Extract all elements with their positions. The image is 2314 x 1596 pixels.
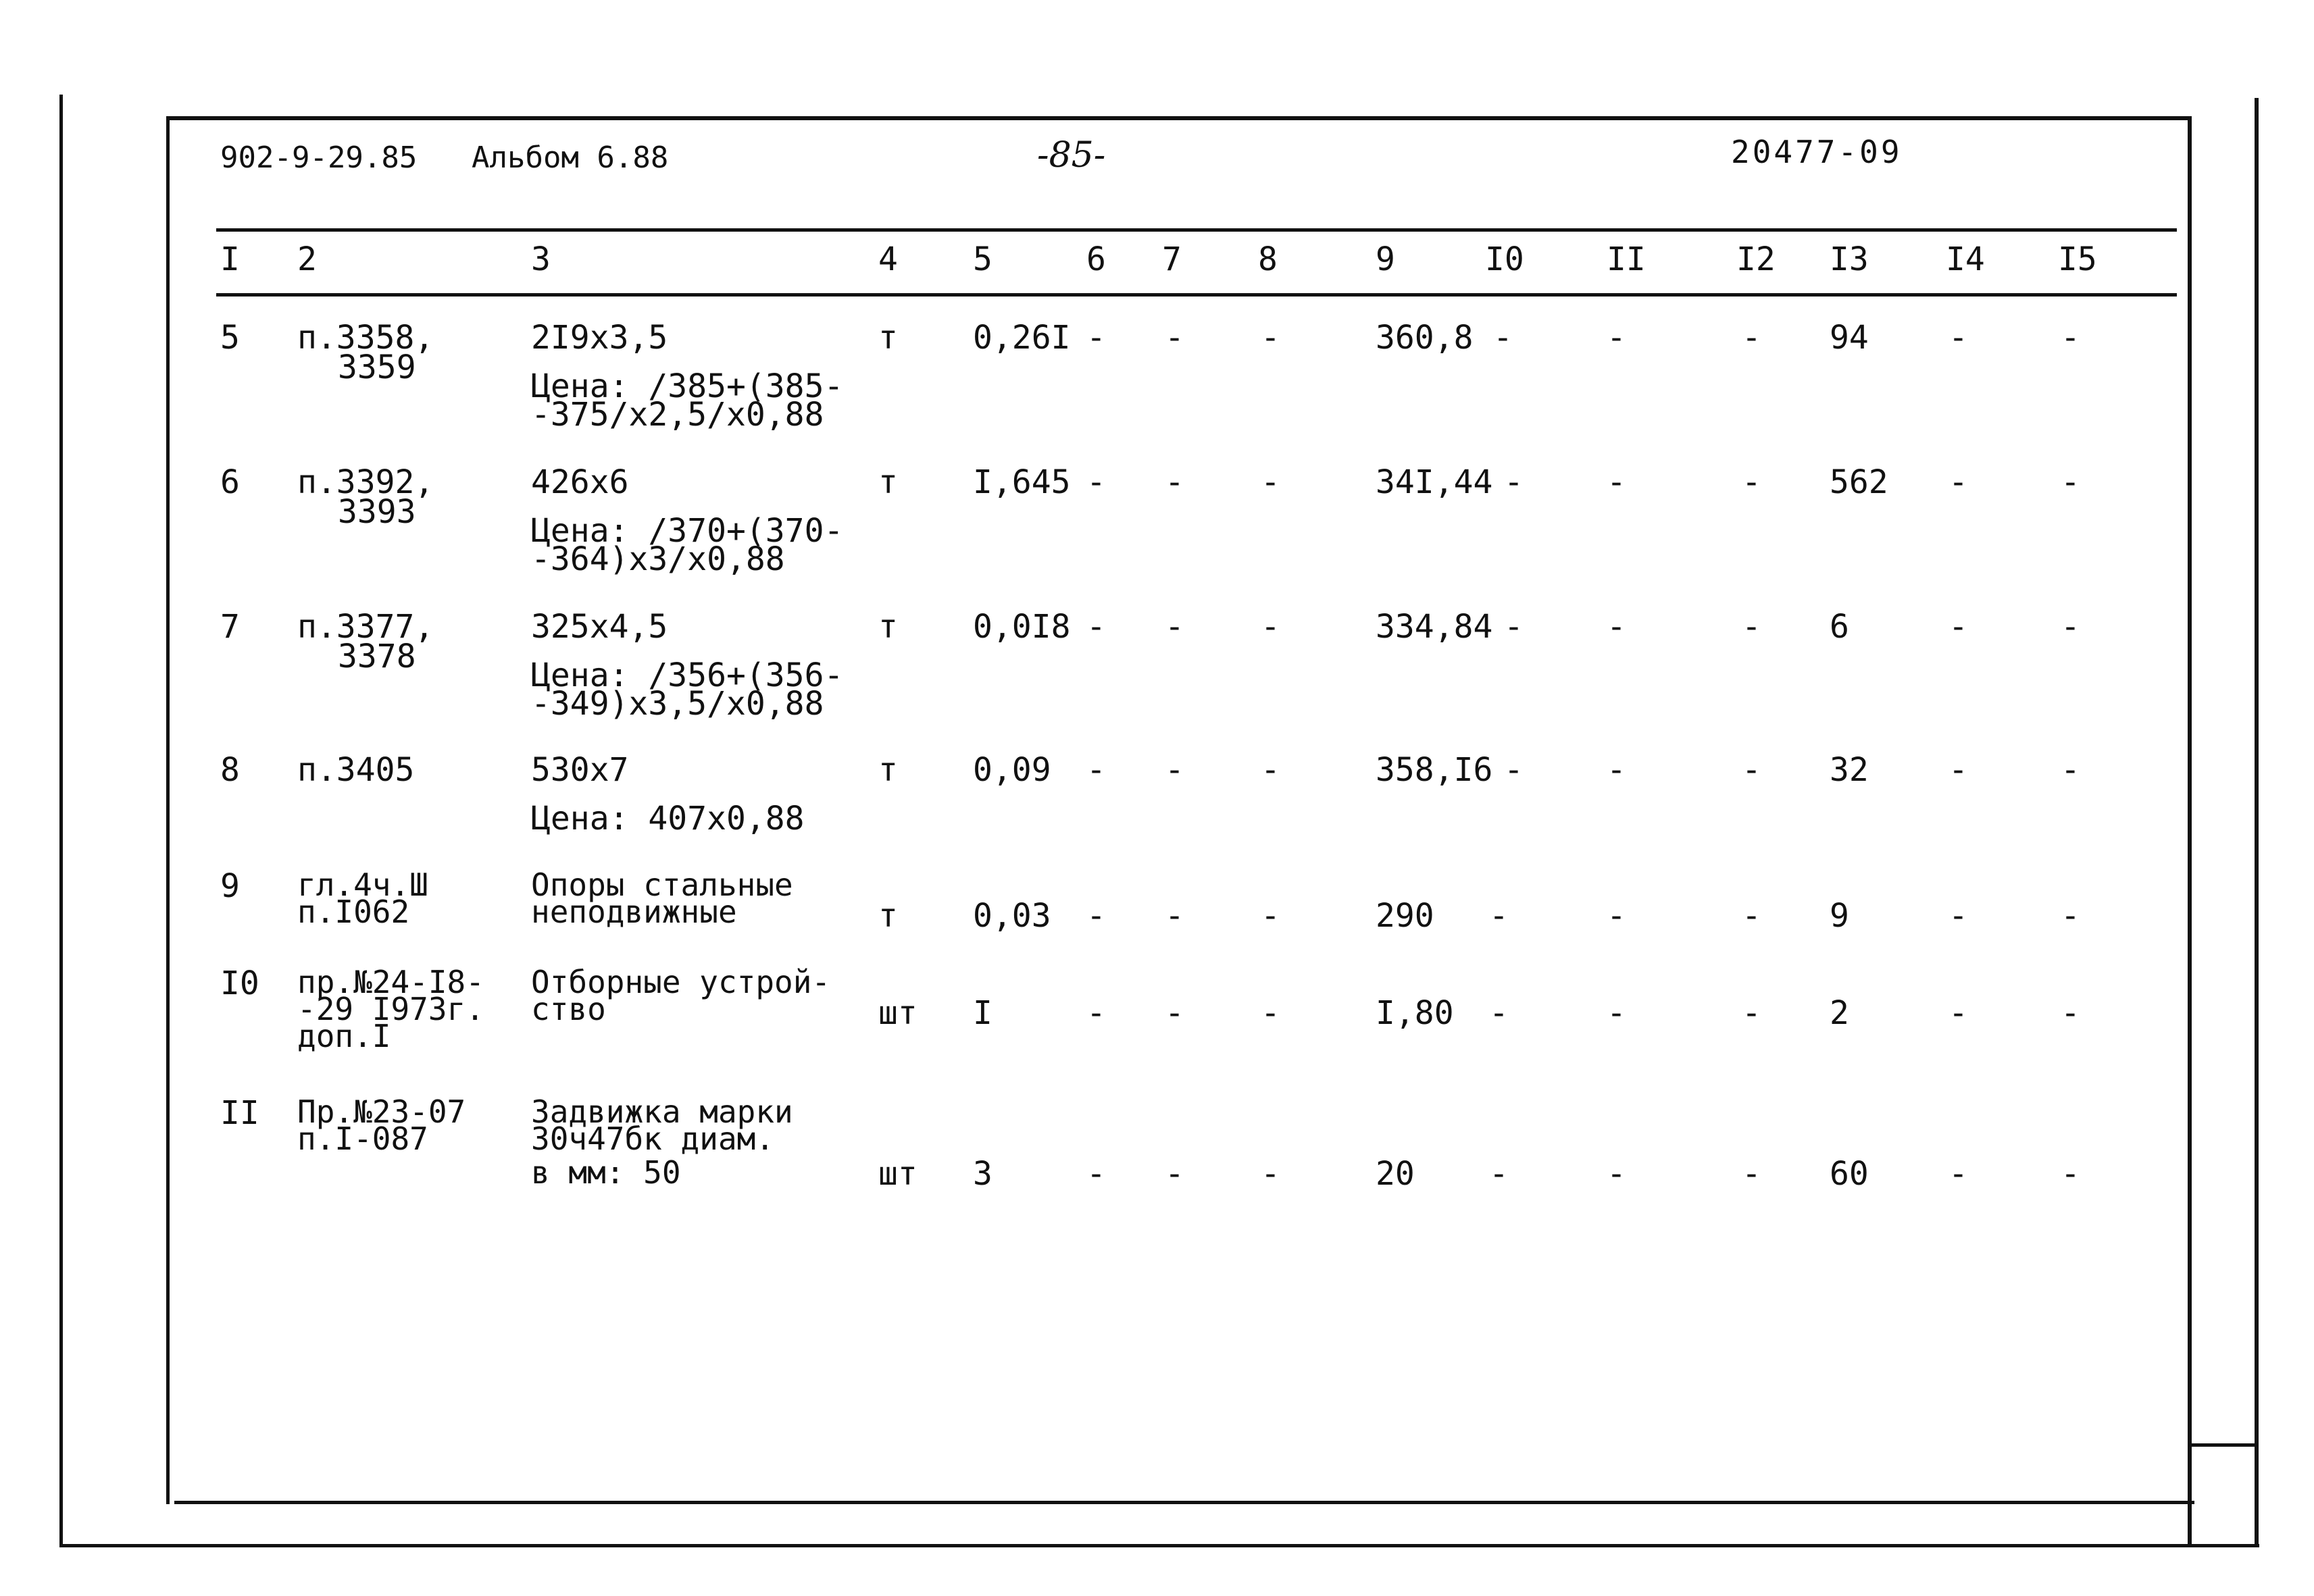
quantity: I,645 xyxy=(973,463,1071,501)
row-reference: доп.I xyxy=(297,1018,391,1054)
cell-col6: - xyxy=(1086,319,1106,357)
cell-col14: - xyxy=(1948,319,1968,357)
cell-col15: - xyxy=(2061,463,2080,501)
unit: т xyxy=(878,463,898,501)
row-reference: 3378 xyxy=(338,638,416,675)
cell-col10: - xyxy=(1489,1155,1509,1193)
cell-col7: - xyxy=(1165,897,1184,935)
price-formula: -349)x3,5/x0,88 xyxy=(531,685,824,723)
cell-col8: - xyxy=(1261,994,1280,1032)
column-number: 6 xyxy=(1086,240,1106,278)
inner-bottom-border xyxy=(174,1501,2194,1504)
doc-number: 902-9-29.85 xyxy=(220,140,418,175)
cell-col11: - xyxy=(1607,994,1626,1032)
row-number: 7 xyxy=(220,608,240,646)
cell-col15: - xyxy=(2061,994,2080,1032)
cell-col12: - xyxy=(1742,897,1761,935)
item-name: 530x7 xyxy=(531,751,629,789)
cell-col9: 34I,44 xyxy=(1376,463,1493,501)
column-number: I3 xyxy=(1830,240,1869,278)
price-formula: Цена: /385+(385- xyxy=(531,367,844,405)
price-formula: -375/x2,5/x0,88 xyxy=(531,396,824,434)
cell-col6: - xyxy=(1086,994,1106,1032)
row-number: I0 xyxy=(220,964,259,1002)
row-reference: 3359 xyxy=(338,349,416,386)
column-number: I4 xyxy=(1946,240,1985,278)
quantity: 0,26I xyxy=(973,319,1071,357)
cell-col7: - xyxy=(1165,608,1184,646)
inner-left-border xyxy=(166,116,170,1504)
row-reference: п.I062 xyxy=(297,894,410,930)
item-name: Задвижка марки xyxy=(531,1093,793,1130)
cell-col13: 2 xyxy=(1830,994,1849,1032)
cell-col6: - xyxy=(1086,608,1106,646)
quantity: 0,09 xyxy=(973,751,1051,789)
item-name: 30ч47бк диам. xyxy=(531,1121,775,1157)
price-formula: Цена: /370+(370- xyxy=(531,512,844,550)
cell-col12: - xyxy=(1742,608,1761,646)
cell-col7: - xyxy=(1165,751,1184,789)
page-number: -85- xyxy=(1037,135,1106,176)
cell-col7: - xyxy=(1165,463,1184,501)
cell-col6: - xyxy=(1086,1155,1106,1193)
cell-col9: 358,I6 xyxy=(1376,751,1493,789)
cell-col8: - xyxy=(1261,608,1280,646)
cell-col10: - xyxy=(1489,897,1509,935)
cell-col8: - xyxy=(1261,463,1280,501)
column-number: I5 xyxy=(2058,240,2097,278)
row-reference: п.3377, xyxy=(297,608,434,646)
cell-col9: 334,84 xyxy=(1376,608,1493,646)
outer-right-border xyxy=(2255,98,2259,1547)
item-name: в мм: 50 xyxy=(531,1154,681,1191)
cell-col7: - xyxy=(1165,1155,1184,1193)
quantity: 0,0I8 xyxy=(973,608,1071,646)
document-code: 20477-09 xyxy=(1731,134,1903,170)
inner-top-border xyxy=(166,116,2191,120)
cell-col10: - xyxy=(1504,463,1524,501)
album-label: Альбом 6.88 xyxy=(472,140,669,175)
quantity: 0,03 xyxy=(973,897,1051,935)
item-name: 2I9x3,5 xyxy=(531,319,668,357)
cell-col6: - xyxy=(1086,751,1106,789)
cell-col15: - xyxy=(2061,319,2080,357)
cell-col11: - xyxy=(1607,751,1626,789)
cell-col6: - xyxy=(1086,463,1106,501)
item-name: ство xyxy=(531,991,606,1027)
cell-col12: - xyxy=(1742,319,1761,357)
row-number: 9 xyxy=(220,867,240,905)
quantity: 3 xyxy=(973,1155,992,1193)
cell-col9: I,80 xyxy=(1376,994,1454,1032)
cell-col11: - xyxy=(1607,1155,1626,1193)
row-reference: Пр.№23-07 xyxy=(297,1093,466,1130)
cell-col12: - xyxy=(1742,1155,1761,1193)
item-name: 426x6 xyxy=(531,463,629,501)
column-number: 9 xyxy=(1376,240,1395,278)
item-name: неподвижные xyxy=(531,894,737,930)
header-rule-1 xyxy=(216,228,2177,232)
cell-col12: - xyxy=(1742,463,1761,501)
cell-col12: - xyxy=(1742,994,1761,1032)
cell-col13: 6 xyxy=(1830,608,1849,646)
price-formula: Цена: /356+(356- xyxy=(531,657,844,694)
cell-col12: - xyxy=(1742,751,1761,789)
cell-col13: 94 xyxy=(1830,319,1869,357)
cell-col13: 32 xyxy=(1830,751,1869,789)
item-name: 325x4,5 xyxy=(531,608,668,646)
unit: т xyxy=(878,897,898,935)
column-number: 4 xyxy=(878,240,898,278)
cell-col13: 60 xyxy=(1830,1155,1869,1193)
cell-col6: - xyxy=(1086,897,1106,935)
row-reference: -29 I973г. xyxy=(297,991,484,1027)
unit: т xyxy=(878,319,898,357)
cell-col10: - xyxy=(1493,319,1513,357)
outer-bottom-border xyxy=(59,1544,2259,1547)
cell-col10: - xyxy=(1504,608,1524,646)
row-reference: пр.№24-I8- xyxy=(297,964,484,1000)
row-number: 8 xyxy=(220,751,240,789)
cell-col7: - xyxy=(1165,994,1184,1032)
column-number: 2 xyxy=(297,240,317,278)
column-number: 8 xyxy=(1258,240,1278,278)
cell-col15: - xyxy=(2061,608,2080,646)
cell-col9: 20 xyxy=(1376,1155,1415,1193)
cell-col14: - xyxy=(1948,751,1968,789)
cell-col14: - xyxy=(1948,897,1968,935)
row-reference: п.3405 xyxy=(297,751,415,789)
column-number: I xyxy=(220,240,240,278)
column-number: 7 xyxy=(1162,240,1182,278)
unit: шт xyxy=(878,994,917,1032)
row-reference: п.3358, xyxy=(297,319,434,357)
cell-col8: - xyxy=(1261,751,1280,789)
cell-col9: 360,8 xyxy=(1376,319,1474,357)
row-reference: п.3392, xyxy=(297,463,434,501)
row-reference: 3393 xyxy=(338,493,416,531)
price-formula: -364)x3/x0,88 xyxy=(531,540,785,578)
cell-col8: - xyxy=(1261,319,1280,357)
column-number: 5 xyxy=(973,240,992,278)
cell-col8: - xyxy=(1261,897,1280,935)
cell-col14: - xyxy=(1948,608,1968,646)
header-rule-2 xyxy=(216,293,2177,297)
row-reference: гл.4ч.Ш xyxy=(297,867,428,903)
cell-col15: - xyxy=(2061,1155,2080,1193)
item-name: Отборные устрой- xyxy=(531,964,831,1000)
column-number: I2 xyxy=(1736,240,1776,278)
cell-col7: - xyxy=(1165,319,1184,357)
row-number: 6 xyxy=(220,463,240,501)
cell-col13: 562 xyxy=(1830,463,1888,501)
cell-col14: - xyxy=(1948,1155,1968,1193)
cell-col10: - xyxy=(1504,751,1524,789)
row-reference: п.I-087 xyxy=(297,1121,428,1157)
cell-col11: - xyxy=(1607,608,1626,646)
cell-col13: 9 xyxy=(1830,897,1849,935)
column-number: 3 xyxy=(531,240,551,278)
unit: т xyxy=(878,608,898,646)
inner-right-border xyxy=(2188,116,2192,1545)
stamp-box-top xyxy=(2188,1443,2258,1447)
cell-col15: - xyxy=(2061,897,2080,935)
quantity: I xyxy=(973,994,992,1032)
cell-col11: - xyxy=(1607,319,1626,357)
price-formula: Цена: 407x0,88 xyxy=(531,800,805,838)
item-name: Опоры стальные xyxy=(531,867,793,903)
cell-col9: 290 xyxy=(1376,897,1434,935)
outer-left-border xyxy=(59,95,63,1547)
unit: т xyxy=(878,751,898,789)
cell-col10: - xyxy=(1489,994,1509,1032)
cell-col11: - xyxy=(1607,897,1626,935)
column-number: II xyxy=(1607,240,1646,278)
unit: шт xyxy=(878,1155,917,1193)
cell-col14: - xyxy=(1948,994,1968,1032)
cell-col11: - xyxy=(1607,463,1626,501)
cell-col14: - xyxy=(1948,463,1968,501)
row-number: 5 xyxy=(220,319,240,357)
cell-col8: - xyxy=(1261,1155,1280,1193)
row-number: II xyxy=(220,1094,259,1132)
column-number: I0 xyxy=(1485,240,1524,278)
cell-col15: - xyxy=(2061,751,2080,789)
